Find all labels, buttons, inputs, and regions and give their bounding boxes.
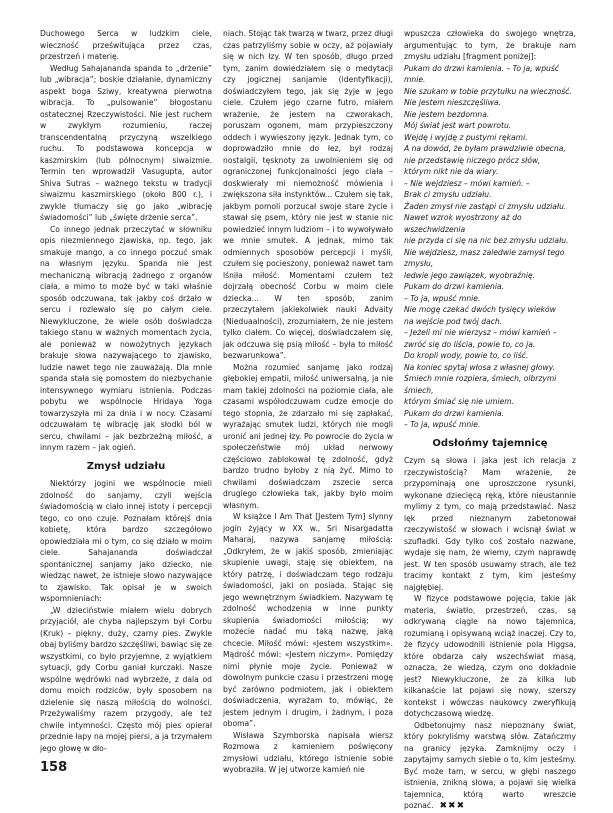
column-left [40, 28, 212, 754]
poem-line: Śmiech mnie rozpiera, śmiech, olbrzymi śmiech, [404, 374, 557, 395]
poem-line: Na koniec spytaj włosa z własnej głowy. [404, 362, 556, 372]
poem-line: nie przedstawię niczego prócz słów, [404, 155, 541, 165]
poem-line: nie przyda ci się na nic bez zmysłu udziału. [404, 236, 569, 245]
poem-line: Nie szukam w tobie przytułku na wieczność. [404, 86, 572, 96]
poem-line: – Nie wejdziesz – mówi kamień. – [404, 178, 530, 188]
poem-line: Do kropli wody, powie to, co liść. [404, 351, 529, 360]
column-right [404, 28, 576, 813]
paragraph: Według Sahajananda spanda to „drżenie” lub „wibracja”; boskie działanie, dynamiczny aspekt boga Sziwy, kreatywna pierwotna wibracja. To „pulsowanie” błogostanu ostatecznej Rzeczywistości. Nie jest ruchem w zwykłym rozumieniu, raczej transcendentalną przyczyną wszelkiego ruchu. To podstawowa koncepcja w kaszmirskim (lub północnym) siwaizmie. Termin ten wprowadził Vasugupta, autor Shiva Sutras – ważnego tekstu w tradycji siwaizmu kaszmirskiego (około 800 r.), i zwykle tłumaczy się go jako „wibrację świadomości” lub „święte drżenie serca”. [40, 63, 212, 222]
poem-line: Mój świat jest wart powrotu. [404, 121, 512, 130]
poem-line: Brak ci zmysłu udziału. [404, 190, 492, 199]
paragraph: Duchowego Serca w ludzkim ciele, wieczność prześwitująca przez czas, przestrzeń i materię. [40, 29, 212, 61]
poem-line: A na dowód, że byłam prawdziwie obecna, [404, 144, 566, 153]
paragraph: W fizyce podstawowe pojęcia, takie jak materia, światło, przestrzeń, czas, są odkrywaną ciągle na nowo tajemnica, rozumianą i opisywaną wciąż inaczej. Czy to, że fizycy udowodnili istnienie pola Higgsa, które obdarza cały wszechświat masą, oznacza, że wiedzą, czym ono dokładnie jest? Niewykluczone, że za kilka lub kilkanaście lat pojawi się nowy, szerszy kontekst i wówczas naukowcy zweryfikują dotychczasową wiedzę. [404, 594, 576, 718]
paragraph: Wisława Szymborska napisała wiersz Rozmowa z kamieniem poświęcony zmysłowi udziału, którego istnienie sobie wyobraziła. W jej utworze kamień nie [223, 730, 393, 774]
poem-line: – To ja, wpuść mnie. [404, 293, 481, 303]
paragraph: Co innego jednak przeczytać w słowniku opis niezmiennego zjawiska, np. tego, jak smakuje mango, a co innego poczuć smak na własnym języku. Spanda nie jest mechaniczną wibracją żadnego z organów ciała, a mimo to może być w taki właśnie sposób odczuwana, tak jakby coś drżało w sercu i rozlewało się po całym ciele. Niewykluczone, że wiele osób doświadcza takiego stanu w ważnych momentach życia, ale ponieważ w nowożytnych językach brakuje słowa nazywającego to zjawisko, ludzie nawet tego nie zauważają. Dla mnie spanda stała się pomostem do niezbychanie intensywnego wymiaru istnienia. Podczas pobytu we wspólnocie Hridaya Yoga towarzyszyła mi za dnia i w nocy. Czasami odczuwałam tę wibrację jak słodki ból w sercu, chwilami – jak bezbrzeżną miłość, a innym razem – jak ogień. [40, 224, 212, 452]
paragraph: W książce I Am That [Jestem Tym] slynny jogin żyjący w XX w., Sri Nisargadatta Maharaj, nazywa sanjamę miłością: „Odkryłem, że w jakiś sposób, zmieniając skupienie uwagi, staję się obiektem, na który patrzę, i doświadczam tego rodzaju świadomości, jaki on posiada. Stając się jego wewnętrznym świadkiem. Nazywam tę zdolność wchodzenia w inne punkty skupienia świadomości miłością; wy możecie nadać mu taką nazwę, jaką chcecie. Miłość mówi: «Jestem wszystkim». Mądrość mówi: «Jestem niczym». Pomiędzy nimi płynie moje życie. Ponieważ w dowolnym punkcie czasu i przestrzeni mogę być zarówno podmiotem, jak i obiektem doświadczenia, wyrażam to, mówiąc, że jestem jednym i drugim, i żadnym, i poza oboma”. [223, 512, 393, 728]
section-heading: Odsłońmy tajemnicę [432, 437, 548, 449]
paragraph-text: Odbetonujmy nasz niepoznany świat, który pokryliśmy warstwą słów. Zatańczmy na granicy języka. Zamknijmy oczy i zapytajmy samych siebie o to, kim jesteśmy. Być może tam, w sercu, w głębi naszego istnienia, znikną słowa, a pojawi się wielka tajemnica, którą warto wreszcie poznać. [404, 720, 576, 810]
poem-line: Nie jestem bezdomna. [404, 109, 490, 119]
poem-line: Nie wejdziesz, masz zaledwie zamysł tego zmysłu, [404, 247, 565, 268]
poem-line: Pukam do drzwi kamienia. [404, 282, 505, 291]
poem-line: ledwie jego zawiązek, wyobraźnię. [404, 270, 536, 280]
poem-line: Nie jestem nieszczęśliwa. [404, 98, 501, 107]
poem-line: – Jeżeli mi nie wierzysz – mówi kamień – [404, 328, 557, 337]
paragraph: Można rozumieć sanjamę jako rodzaj głębokiej empatii, miłość uniwersalną, ja nie mam takiej zdolności na poziomie ciała, ale czasami współodczuwam cudze emocje do tego stopnia, że zdarzało mi się zapłakać, wyrażając smutek ludzi, których nie mogli uronić ani jednej łzy. Po powrocie do życia w społeczeństwie mój układ nerwowy częściowo zablokował tę zdolność, gdyż bardzo trudno byłoby z nią żyć. Mimo to chwilami doświadczam zszecie serca drugiego człowieka tak, jakby było moim własnym. [223, 362, 393, 510]
section-heading: Zmysł udziału [86, 460, 166, 472]
paragraph: wpuszcza człowieka do swojego wnętrza, argumentując to tym, że brakuje nam zmysłu udziału [fragment poniżej]: [404, 29, 576, 61]
poem-line: Pukam do drzwi kamienia. – To ja, wpuść mnie. [404, 63, 559, 84]
page-number: 158 [40, 760, 68, 775]
end-mark: ✖✖✖ [439, 801, 466, 811]
paragraph: „W dzieciństwie miałem wielu dobrych przyjaciół, ale chyba najlepszym był Corbu (Kruk) – piękny, duży, czarny pies. Zwykle obaj byliśmy bardzo szczęśliwi, bawiąc się ze wszystkimi, co było przyjemne, z wyjątkiem sytuacji, gdy Corbu ganiał kurczaki. Nasze wspólne wędrówki nad wybrzeże, z dala od domu moich rodziców, były sposobem na dzielenie się naszą miłością do wolności. Przeżywaliśmy razem przygody, ale też chwile intymności. Często mój pies opierał przednie łapy na mojej piersi, a ja trzymałem jego głowę w dło- [40, 605, 212, 753]
poem-line: – To ja, wpuść mnie. [404, 420, 481, 429]
poem-line: Żaden zmysł nie zastąpi ci zmysłu udziału. [404, 201, 567, 211]
poem-line: którym nikt nie da wiary. [404, 167, 499, 176]
poem-line: Nie mogę czekać dwóch tysięcy wieków [404, 305, 556, 314]
poem-line: Nawet wzrok wyostrzony aż do wszechwidzenia [404, 213, 522, 234]
poem-line: Pukam do drzwi kamienia. [404, 408, 505, 418]
poem-excerpt [404, 63, 576, 431]
poem-line: którym śmiać się nie umiem. [404, 397, 515, 406]
poem-line: na wejście pod twój dach. [404, 316, 503, 326]
paragraph: niach. Stojąc tak twarzą w twarz, przez długi czas patrzyliśmy sobie w oczy, aż pojawiały się w nich łzy. W ten sposób, długo przed tym, zanim dowiedziałem się o medytacji czy jogicznej sanjamie (identyfikacji), doświadczyłem tego, jak się żyje w jego ciele. Czułem jego czarne futro, miałem wrażenie, że jestem na czworakach, poruszam ogonem, mam przypieszczony oddech i wywieszony język. Jednak tym, co doprowadziło mnie do łez, był rodzaj nostalgii, tęsknoty za uwolnieniem się od ograniczonej funkcjonalności jego ciała – doskwierały mi niemożność mówienia i zwiększona siła instynktów... Czułem się tak, jakbym pomoli porzucał swoje stare życie i stawał się psem, który nie jest w stanie nic powiedzieć innym ludziom – i to wywoływało we mnie smutek. A jednak, mimo tak odmiennych sposobów percepcji i myśli, czułem się pocieszony, ponieważ nawet tam lśniła miłość. Momentami czułem też dojrzałą obecność Corbu w moim ciele dziecka... W ten sposób, zanim przeczytałem jakiekolwiek nauki Advaity (Nieduaalności), zrozumiałem, że nie jestem tylko ciałem. Co więcej, doświadczałem się, jak odczuwa się psią miłość – była to miłość bezwarunkowa”. [223, 29, 393, 360]
poem-line: Wejdę i wyjdę z pustymi rękami. [404, 132, 528, 142]
paragraph: Czym są słowa i jaka jest ich relacja z rzeczywistością? Mam wrażenie, że przypominają one uproszczone rysunki, wykonane dziecięcą ręką, które nieustannie mylimy z tym, co mają przedstawiać. Nasz lęk przed nieznanym zabetonował rzeczywistość w słowach i wcisnął świat w szufladki. Gdy tylko coś zostało nazwane, wydaje się nam, że wiemy, czym naprawdę jest. W ten sposób usuwamy strach, ale też tracimy kontakt z tym, kim jesteśmy najgłębiej. [404, 456, 576, 592]
column-middle [223, 28, 393, 776]
poem-line: zwróć się do liścia, powie to, co ja. [404, 339, 536, 349]
paragraph: Niektórzy jogini we wspólnocie mieli zdolność do sanjamy, czyli wejścia świadomością w ciało innej istoty i percepcji tego, co ono czuje. Poznałam którejś dnia kobietę, która bardzo szczegółowo opowiedziała mi o tym, co się działo w moim ciele. Sahajananda doświadczał spontanicznej sanjamy jako dziecko, nie wiedząc nawet, że istnieje słowo nazywające to zjawisko. Tak opisał je w swoich wspomnieniach: [40, 479, 212, 603]
